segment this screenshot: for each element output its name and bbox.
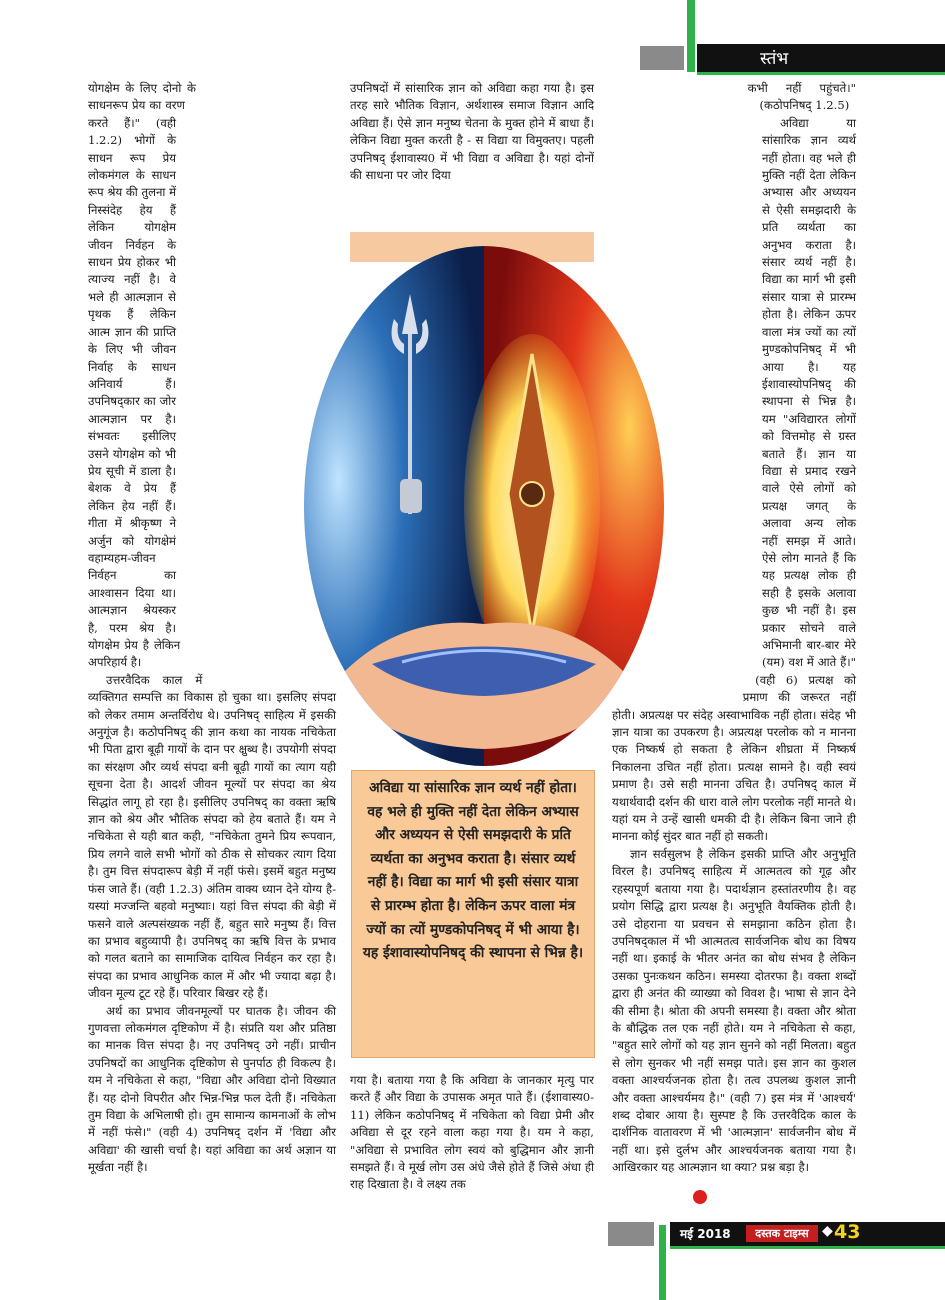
- trident-hands-illustration: [302, 244, 666, 769]
- footer-underline: [670, 1246, 945, 1249]
- paragraph: अर्थ का प्रभाव जीवनमूल्यों पर घातक है। जीवन की गुणवत्ता लोकमंगल दृष्टिकोण में है। संप्रति यश और प्रतिष्ठा का मानक वित्त संपदा है। नए उपनिषद् उगे नहीं। प्राचीन उपनिषदों का आधुनिक दृष्टिकोण से पुनर्पाठ ही विकल्प है। यम ने नचिकेता से कहा, "विद्या और अविद्या दोनो विख्यात हैं। यह दोनो विपरीत और भिन्न-भिन्न फल देती हैं। नचिकेता तुम विद्या के अभिलाषी हो। तुम सामान्य कामनाओं के लोभ में नहीं फंसे।" (वही 4) उपनिषद् दर्शन में 'विद्या और अविद्या' की खासी चर्चा है। यहां अविद्या का अर्थ अज्ञान या मूर्खता नहीं है।: [88, 1003, 336, 1175]
- bullet-separator: ◆: [822, 1223, 833, 1239]
- header-gray-block: [640, 46, 684, 70]
- paragraph: अविद्या या सांसारिक ज्ञान व्यर्थ नहीं होता। वह भले ही मुक्ति नहीं देता लेकिन अभ्यास और अध्ययन से ऐसी समझदारी के प्रति व्यर्थता का अनुभव कराता है। संसार व्यर्थ नहीं है। विद्या का मार्ग भी इसी संसार यात्रा से प्रारम्भ होता है। लेकिन ऊपर वाला मंत्र ज्यों का त्यों मुण्डकोपनिषद् में भी आया है। यह ईशावास्योपनिषद् की स्थापना से भिन्न है। यम "अविद्यारत लोगों को वित्तमोह से ग्रस्त बताते हैं। ज्ञान या विद्या से प्रमाद रखने वाले ऐसे लोगों को प्रत्यक्ष जगत् के अलावा अन्य लोक नहीं समझ में आते। ऐसे लोग मानते हैं कि यह प्रत्यक्ष लोक ही सही है इसके अलावा कुछ भी नहीं है। इस प्रकार सोचने वाले अभिमानी बार-बार मेरे (यम) वश में आते हैं।" (वही 6) प्रत्यक्ष को प्रमाण की जरूरत नहीं होती। अप्रत्यक्ष पर संदेह अस्वाभाविक नहीं होता। संदेह भी ज्ञान यात्रा का उपकरण है। अप्रत्यक्ष परलोक को न मानना एक निष्कर्ष हो सकता है लेकिन शीघ्रता में निष्कर्ष निकालना उचित नहीं होता। प्रत्यक्ष सामने है। वही स्वयं प्रमाण है। उसे सही मानना उचित है। उपनिषद् काल में यथार्थवादी दर्शन की धारा वाले लोग परलोक नहीं मानते थे। यहां यम ने उन्हें खासी धमकी दी है। लेकिन बिना जाने ही मानना कोई सुंदर बात नहीं हो सकती।: [612, 115, 856, 844]
- paragraph: उत्तरवैदिक काल में व्यक्तिगत सम्पत्ति का विकास हो चुका था। इसलिए संपदा को लेकर तमाम अन्तर्विरोध थे। उपनिषद् साहित्य में इसकी अनुगूंज है। कठोपनिषद् की ज्ञान कथा का नायक नचिकेता भी पिता द्वारा बूढ़ी गायों के दान पर क्षुब्ध है। उपयोगी संपदा का संरक्षण और व्यर्थ संपदा बनी बूढ़ी गायों का त्याग यही सूचना देता है। आदर्श जीवन मूल्यों पर संपदा का श्रेय सिद्धांत लागू हो रहा है। इसीलिए उपनिषद् का वक्ता ऋषि ज्ञान को श्रेय और भौतिक संपदा को हेय बताते हैं। यम ने नचिकेता से यही बात कही, "नचिकेता तुमने प्रिय रूपवान, प्रिय लगने वाले सभी भोगों को ठीक से सोचकर त्याग दिया है। तुम वित्त संपदारूप बेड़ी में नहीं फंसे। इसमें बहुत मनुष्य फंस जाते हैं। (वही 1.2.3) अंतिम वाक्य ध्यान देने योग्य है- यस्यां मज्जन्ति बहवो मनुष्याः। यहां वित्त संपदा की बेड़ी में फसने वाले अल्पसंख्यक नहीं हैं, बहुत सारे मनुष्य हैं। वित्त का प्रभाव बहुव्यापी है। उपनिषद् का ऋषि वित्त के प्रभाव को गलत बताने का सामाजिक दायित्व निर्वहन कर रहा है। संपदा का प्रभाव आधुनिक काल में और भी ज्यादा बढ़ा है। जीवन मूल्य टूट रहे हैं। परिवार बिखर रहे हैं।: [88, 672, 336, 1001]
- paragraph: योगक्षेम के लिए दोनो के साधनरूप प्रेय का वरण करते हैं।" (वही 1.2.2) भोगों के साधन रूप प्रेय लोकमंगल के साधन रूप श्रेय की तुलना में निस्संदेह हेय हैं लेकिन योगक्षेम जीवन निर्वहन के साधन प्रेय होकर भी त्याज्य नहीं है। वे भले ही आत्मज्ञान से पृथक हैं लेकिन आत्म ज्ञान की प्राप्ति के लिए भी जीवन निर्वाह के साधन अनिवार्य हैं। उपनिषद्कार का जोर आत्मज्ञान पर है। संभवतः इसीलिए उसने योगक्षेम को भी प्रेय सूची में डाला है। बेशक वे प्रेय हैं लेकिन हेय नहीं हैं। गीता में श्रीकृष्ण ने अर्जुन को योगक्षेमं वहाम्यहम-जीवन निर्वहन का आश्वासन दिया था। आत्मज्ञान श्रेयस्कर है, परम श्रेय है। योगक्षेम प्रेय है लेकिन अपरिहार्य है।: [88, 81, 196, 670]
- paragraph: उपनिषदों में सांसारिक ज्ञान को अविद्या कहा गया है। इस तरह सारे भौतिक विज्ञान, अर्थशास्त्र समाज विज्ञान आदि अविद्या हैं। ऐसे ज्ञान मनुष्य चेतना के मुक्त होने में बाधा हैं। लेकिन विद्या मुक्त करती है - स विद्या या विमुक्तए। पहली उपनिषद् ईशावास्य0 में भी विद्या व अविद्या है। यहां दोनों की साधना पर जोर दिया: [350, 81, 594, 183]
- paragraph: ज्ञान सर्वसुलभ है लेकिन इसकी प्राप्ति और अनुभूति विरल है। उपनिषद् साहित्य में आत्मतत्व को गूढ़ और रहस्यपूर्ण बताया गया है। पदार्थज्ञान हस्तांतरणीय है। वह प्रयोग सिद्धि द्वारा प्रत्यक्ष है। अनुभूति वैयक्तिक होती है। उसे दोहराना या प्रवचन से समझाना कठिन होता है। उपनिषद्काल में भी आत्मतत्व सार्वजनिक बोध का विषय नहीं था। इकाई के भीतर अनंत का बोध संभव है लेकिन उसका पुनःकथन कठिन। समस्या दोतरफा है। वक्ता शब्दों द्वारा ही अनंत की व्याख्या को विवश है। भाषा से ज्ञान देने की सीमा है। श्रोता की अपनी समस्या है। वक्ता और श्रोता के बौद्धिक तल एक नहीं होते। यम ने नचिकेता से कहा, "बहुत सारे लोगों को यह ज्ञान सुनने को नहीं मिलता। बहुत से लोग सुनकर भी नहीं समझ पाते। इस ज्ञान का कुशल वक्ता आश्चर्यजनक होता है। तत्व उपलब्ध कुशल ज्ञानी और वक्ता आश्चर्यमय है।" (वही 7) इस मंत्र में 'आश्चर्य' शब्द दोबार आया है। सुस्पष्ट है कि उत्तरवैदिक काल के दार्शनिक वातावरण में भी 'आत्मज्ञान' सार्वजनीन बोध में नहीं था। इसे दुर्लभ और आश्चर्यजनक बताया गया है। आखिरकार यह आत्मज्ञान था क्या? प्रश्न बड़ा है।: [612, 846, 856, 1175]
- article-column-1: [88, 80, 336, 1177]
- issue-date: मई 2018: [680, 1227, 731, 1241]
- end-marker-icon: [693, 1186, 707, 1205]
- magazine-logo: दस्तक टाइम्स: [746, 1225, 818, 1242]
- section-title: स्तंभ: [760, 49, 789, 69]
- pull-quote: अविद्या या सांसारिक ज्ञान व्यर्थ नहीं होता। वह भले ही मुक्ति नहीं देता लेकिन अभ्यास और अध्ययन से ऐसी समझदारी के प्रति व्यर्थता का अनुभव कराता है। संसार व्यर्थ नहीं है। विद्या का मार्ग भी इसी संसार यात्रा से प्रारम्भ होता है। लेकिन ऊपर वाला मंत्र ज्यों का त्यों मुण्डकोपनिषद् में भी आया है। यह ईशावास्योपनिषद् की स्थापना से भिन्न है।: [351, 770, 595, 1058]
- header-underline: [697, 72, 945, 75]
- footer-gray-block: [608, 1222, 654, 1246]
- article-column-2-bottom: [350, 1072, 594, 1194]
- article-column-2-top: [350, 80, 594, 184]
- section-banner: [697, 44, 945, 72]
- page-number: 43: [834, 1221, 861, 1243]
- paragraph: गया है। बताया गया है कि अविद्या के जानकार मृत्यु पार करते हैं और विद्या के उपासक अमृत पाते हैं। (ईशावास्य0-11) लेकिन कठोपनिषद् में नचिकेता को विद्या प्रेमी और अविद्या से दूर रहने वाला कहा गया है। यम ने कहा, "अविद्या से प्रभावित लोग स्वयं को बुद्धिमान और ज्ञानी समझते हैं। वे मूर्ख लोग उस अंधे जैसे होते हैं जिसे अंधा ही राह दिखाता है। वे लक्ष्य तक: [350, 1073, 594, 1192]
- paragraph: कभी नहीं पहुंचते।" (कठोपनिषद् 1.2.5): [747, 81, 856, 113]
- header-green-rule: [687, 0, 695, 72]
- footer-green-rule: [659, 1225, 666, 1300]
